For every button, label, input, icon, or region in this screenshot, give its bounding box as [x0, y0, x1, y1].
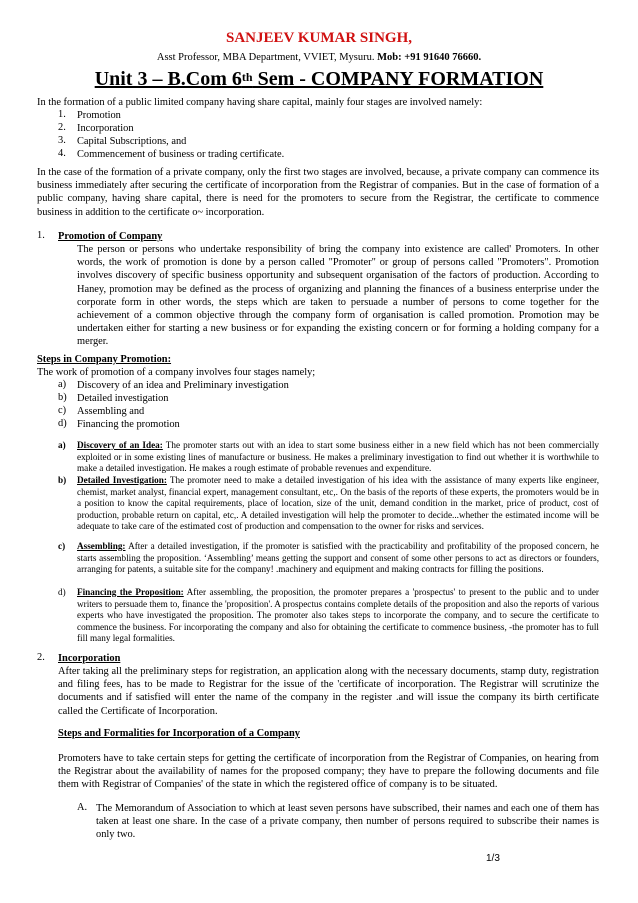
detail-title: Discovery of an Idea:	[77, 440, 163, 450]
detail-letter: b)	[58, 475, 67, 485]
detail-paragraph	[77, 541, 599, 576]
detail-paragraph	[77, 475, 599, 533]
stage-number: 1.	[58, 109, 66, 120]
steps-intro: The work of promotion of a company involves four stages namely;	[37, 367, 316, 378]
step-letter: b)	[58, 392, 67, 403]
step-letter: a)	[58, 379, 67, 390]
promotion-heading: Promotion of Company	[58, 231, 163, 242]
item-letter: A.	[77, 802, 88, 813]
affiliation-text: Asst Professor, MBA Department, VVIET, Mysuru.	[156, 52, 375, 63]
private-company-paragraph: In the case of the formation of a private company, only the first two stages are involved, because, a private company can commence its business immediately after securing the certificate of incorporation from the Registrar of companies. But in the case of formation of a public company, having share capital, there is need for the promoters to secure from the Registrar, the certificate to commence business in addition to the certificate o~ incorporation.	[37, 167, 599, 218]
section-number: 2.	[37, 652, 45, 663]
title-pre: Unit 3 – B.Com 6	[94, 68, 242, 90]
detail-title: Detailed Investigation:	[77, 475, 167, 485]
promotion-body: The person or persons who undertake responsibility of bring the company into existence are called' Promoters. In other words, the work of promotion is done by a person called "Promoter" or group of persons called "Promoters". Promotion involves discovery of specific business opportunity and subsequent organisation of the factors of production. According to Haney, promotion may be defined as the process of organizing and planning the finances of a business enterprise under the corporate form in other words, the steps which are taken to persuade a number of persons to come together for the achievement of a common objective through the company form of organisation is called promotion. Promotion may be undertaken either for starting a new business or for expanding the existing concern or for forming a holding company for a merger.	[77, 244, 599, 348]
incorporation-steps-body: Promoters have to take certain steps for getting the certificate of incorporation from the Registrar of Companies, on hearing from the Registrar about the availability of names for the proposed company; they have to prepare the following documents and file them with Registrar of Companies' of the state in which the registered office of company is to be situated.	[58, 753, 599, 791]
detail-paragraph	[77, 440, 599, 475]
step-label: Assembling and	[77, 406, 145, 417]
step-letter: d)	[58, 418, 67, 429]
detail-title: Financing the Proposition:	[77, 587, 184, 597]
incorporation-body: After taking all the preliminary steps for registration, an application along with the necessary documents, stamp duty, registration and filing fees, has to be made to Registrar for the issue of the 'certificate of incorporation. The Registrar will scrutinize the documents and if satisfied will enter the name of the company in the register .and will issue the company its birth certificate called the Certificate of Incorporation.	[58, 666, 599, 717]
stage-label: Commencement of business or trading certificate.	[77, 149, 285, 160]
detail-text: After a detailed investigation, if the promoter is satisfied with the practicability and profitability of the proposed concern, he starts assembling the proposition. ‘Assembling’ means getting the support and consent of some other persons to act as directors or founders, arranging for patents, a suitable site for the company! .machinery and equipment and making contracts for filling the positions.	[77, 541, 600, 575]
detail-text: The promoter starts out with an idea to start some business either in a new field which has not been commercially exploited or in some existing lines of manufacture or business. He makes a preliminary investigation to find out whether it is worthwhile to make a detailed investigation. He makes a rough estimate of probable revenues and expenditure.	[77, 440, 599, 474]
author-name: SANJEEV KUMAR SINGH,	[226, 30, 412, 46]
detail-title: Assembling:	[77, 541, 126, 551]
incorporation-steps-heading: Steps and Formalities for Incorporation of a Company	[58, 728, 300, 739]
detail-letter: d)	[58, 587, 66, 597]
step-letter: c)	[58, 405, 67, 416]
title-post: Sem - COMPANY FORMATION	[252, 68, 544, 90]
stage-label: Incorporation	[77, 123, 134, 134]
stage-number: 4.	[58, 148, 66, 159]
steps-heading: Steps in Company Promotion:	[37, 354, 172, 365]
title-sup: th	[241, 70, 253, 84]
memorandum-item: The Memorandum of Association to which at least seven persons have subscribed, their names and each one of them has taken at least one share. In the case of a private company, then number of persons required to subscribe their names is only two.	[96, 803, 599, 841]
incorporation-heading: Incorporation	[58, 653, 121, 664]
author-affiliation	[0, 52, 638, 63]
detail-letter: c)	[58, 541, 66, 551]
detail-letter: a)	[58, 440, 66, 450]
stage-label: Capital Subscriptions, and	[77, 136, 187, 147]
step-label: Financing the promotion	[77, 419, 180, 430]
intro-text: In the formation of a public limited company having share capital, mainly four stages are involved namely:	[37, 97, 483, 108]
document-title	[0, 68, 638, 91]
step-label: Detailed investigation	[77, 393, 169, 404]
step-label: Discovery of an idea and Preliminary investigation	[77, 380, 289, 391]
stage-label: Promotion	[77, 110, 121, 121]
mobile-number: Mob: +91 91640 76660.	[377, 52, 482, 63]
detail-text: The promoter need to make a detailed investigation of his idea with the assistance of many experts like engineer, chemist, market analyst, financial expert, management consultant, etc,. On the basis of the reports of these experts, the promoters would be in a position to know the capital requirements, place of location, size of the unit, demand condition in the market, price of product, cost of production, probable return on capital, etc,. A detailed investigation will help the promoter to decide...whether the estimated income will be adequate to take care of the estimated cost of production and compensation to the owner for risks and services.	[77, 475, 600, 532]
stage-number: 3.	[58, 135, 66, 146]
stage-number: 2.	[58, 122, 66, 133]
page-number: 1/3	[486, 853, 500, 864]
detail-paragraph	[77, 587, 599, 645]
detail-text: After assembling, the proposition, the promoter prepares a 'prospectus' to present to the public and to under writers to persuade them to, finance the 'proposition'. A prospectus contains complete details of the proposition and also the reports of various experts who have investigated the proposition. The promoter also takes steps to incorporate the company, and to secure the certificate to commence the business. For incorporating the company and also for obtaining the certificate to commence business, -the promoter has to full fill many legal formalities.	[77, 587, 599, 644]
section-number: 1.	[37, 230, 45, 241]
